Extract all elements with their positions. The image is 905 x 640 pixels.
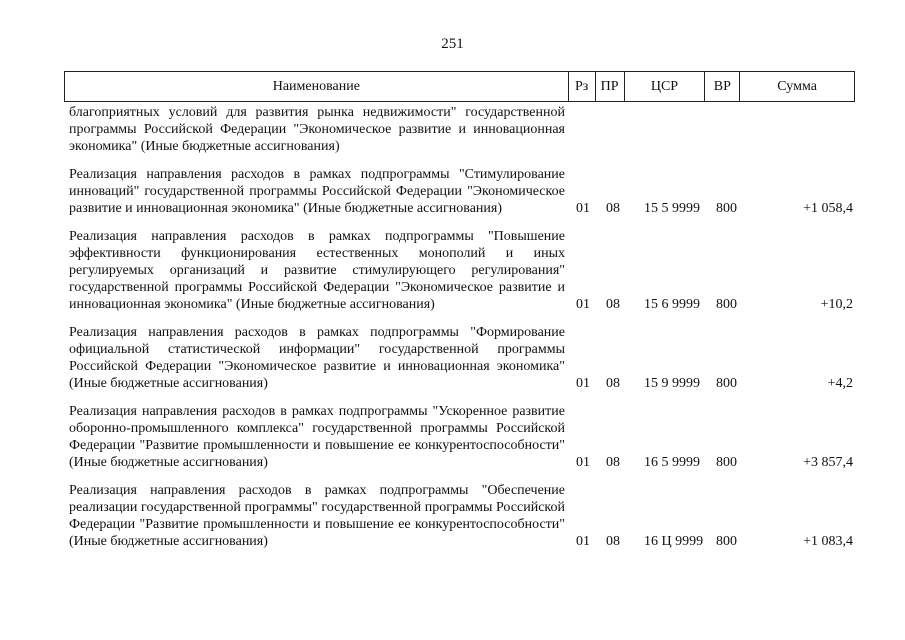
- row-sum: +1 083,4: [803, 534, 853, 549]
- table-header: [64, 71, 855, 102]
- row-csr: 15 5 9999: [644, 201, 700, 216]
- table-row: [0, 403, 905, 471]
- page-number: 251: [441, 36, 464, 52]
- row-sum: +4,2: [827, 376, 853, 391]
- row-sum: +1 058,4: [803, 201, 853, 216]
- table-body: [0, 104, 905, 550]
- row-vr: 800: [716, 376, 737, 391]
- row-pr: 08: [606, 297, 620, 312]
- row-rz: 01: [576, 455, 590, 470]
- row-description: Реализация направления расходов в рамках подпрограммы "Повышение эффективности функционирования естественных монополий и иных регулируемых организаций и развитие стимулирующего регулирования" государственной программы Российской Федерации "Экономическое развитие и инновационная экономика" (Иные бюджетные ассигнования): [69, 229, 565, 312]
- row-rz: 01: [576, 201, 590, 216]
- header-csr: ЦСР: [625, 72, 706, 101]
- header-vr: ВР: [705, 72, 740, 101]
- header-pr: ПР: [596, 72, 625, 101]
- row-description: Реализация направления расходов в рамках подпрограммы "Формирование официальной статистической информации" государственной программы Российской Федерации "Экономическое развитие и инновационная экономика" (Иные бюджетные ассигнования): [69, 325, 565, 391]
- header-sum: Сумма: [777, 78, 817, 94]
- table-row: [0, 104, 905, 155]
- row-vr: 800: [716, 455, 737, 470]
- row-pr: 08: [606, 376, 620, 391]
- row-description: благоприятных условий для развития рынка недвижимости" государственной программы Российской Федерации "Экономическое развитие и инновационная экономика" (Иные бюджетные ассигнования): [69, 105, 565, 154]
- row-rz: 01: [576, 376, 590, 391]
- row-pr: 08: [606, 455, 620, 470]
- row-pr: 08: [606, 201, 620, 216]
- row-pr: 08: [606, 534, 620, 549]
- header-rz: Рз: [569, 72, 596, 101]
- row-description: Реализация направления расходов в рамках подпрограммы "Стимулирование инноваций" государственной программы Российской Федерации "Экономическое развитие и инновационная экономика" (Иные бюджетные ассигнования): [69, 167, 565, 216]
- row-csr: 15 6 9999: [644, 297, 700, 312]
- table-row: [0, 324, 905, 392]
- row-rz: 01: [576, 297, 590, 312]
- table-row: [0, 166, 905, 217]
- row-csr: 16 5 9999: [644, 455, 700, 470]
- row-description: Реализация направления расходов в рамках подпрограммы "Ускоренное развитие оборонно-промышленного комплекса" государственной программы Российской Федерации "Развитие промышленности и повышение ее конкурентоспособности" (Иные бюджетные ассигнования): [69, 404, 565, 470]
- row-rz: 01: [576, 534, 590, 549]
- row-vr: 800: [716, 201, 737, 216]
- row-sum: +10,2: [820, 297, 853, 312]
- row-vr: 800: [716, 534, 737, 549]
- header-name: Наименование: [65, 72, 569, 101]
- table-row: [0, 482, 905, 550]
- row-csr: 16 Ц 9999: [644, 534, 704, 549]
- row-csr: 15 9 9999: [644, 376, 700, 391]
- row-vr: 800: [716, 297, 737, 312]
- row-description: Реализация направления расходов в рамках подпрограммы "Обеспечение реализации государственной программы" государственной программы Российской Федерации "Развитие промышленности и повышение ее конкурентоспособности" (Иные бюджетные ассигнования): [69, 483, 565, 549]
- row-sum: +3 857,4: [803, 455, 853, 470]
- table-row: [0, 228, 905, 313]
